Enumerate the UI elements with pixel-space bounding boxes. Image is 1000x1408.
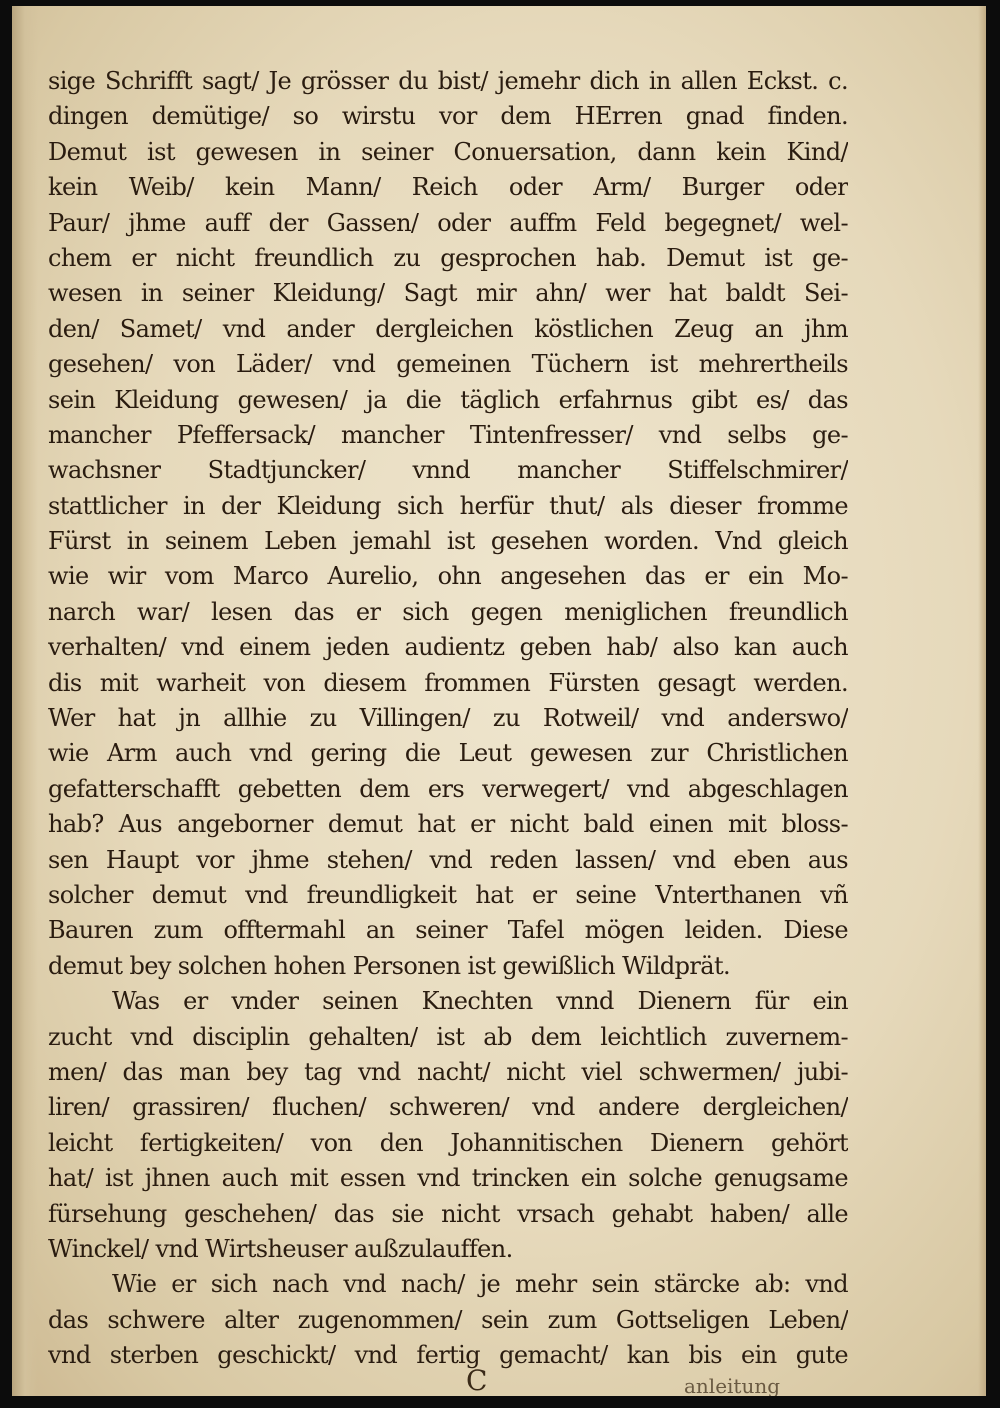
body-text <box>48 64 848 1373</box>
text-line: kein Weib/ kein Mann/ Reich oder Arm/ Burger oder <box>48 173 848 202</box>
text-line: Was er vnder seinen Knechten vnnd Dienern für ein <box>112 987 848 1016</box>
text-line: verhalten/ vnd einem jeden audientz geben hab/ also kan auch <box>48 633 848 662</box>
book-page <box>12 6 986 1396</box>
text-line: leicht fertigkeiten/ von den Johannitischen Dienern gehört <box>48 1128 848 1157</box>
text-line: sein Kleidung gewesen/ ja die täglich erfahrnus gibt es/ das <box>48 385 848 414</box>
text-line: Wer hat jn allhie zu Villingen/ zu Rotweil/ vnd anderswo/ <box>48 704 848 733</box>
text-line: Paur/ jhme auff der Gassen/ oder auffm Feld begegnet/ wel- <box>48 208 848 237</box>
catchword: anleitung <box>684 1374 781 1396</box>
text-line: mancher Pfeffersack/ mancher Tintenfresser/ vnd selbs ge- <box>48 420 848 449</box>
text-line: das schwere alter zugenommen/ sein zum Gottseligen Leben/ <box>48 1305 848 1334</box>
text-line: Wie er sich nach vnd nach/ je mehr sein stärcke ab: vnd <box>112 1270 848 1299</box>
text-line: vnd sterben geschickt/ vnd fertig gemacht/ kan bis ein gute <box>48 1341 848 1370</box>
text-line: dingen demütige/ so wirstu vor dem HErren gnad finden. <box>48 102 848 131</box>
text-line: zucht vnd disciplin gehalten/ ist ab dem leichtlich zuvernem- <box>48 1022 848 1051</box>
page-edge <box>978 6 986 1396</box>
text-line: dis mit warheit von diesem frommen Fürsten gesagt werden. <box>48 668 848 697</box>
text-line: liren/ grassiren/ fluchen/ schweren/ vnd andere dergleichen/ <box>48 1093 848 1122</box>
text-line: Bauren zum offtermahl an seiner Tafel mögen leiden. Diese <box>48 916 848 945</box>
text-line: fürsehung geschehen/ das sie nicht vrsach gehabt haben/ alle <box>48 1199 848 1228</box>
text-line: hab? Aus angeborner demut hat er nicht bald einen mit bloss- <box>48 810 848 839</box>
text-line: wie wir vom Marco Aurelio, ohn angesehen das er ein Mo- <box>48 562 848 591</box>
page-gutter <box>12 6 38 1396</box>
text-line: gesehen/ von Läder/ vnd gemeinen Tüchern ist mehrertheils <box>48 350 848 379</box>
text-line: sige Schrifft sagt/ Je grösser du bist/ jemehr dich in allen Eckst. c. <box>48 67 848 95</box>
text-line: Demut ist gewesen in seiner Conuersation, dann kein Kind/ <box>48 137 848 166</box>
text-line: solcher demut vnd freundligkeit hat er seine Vnterthanen vñ <box>48 880 848 909</box>
signature-mark: C <box>466 1364 488 1396</box>
text-line: wachsner Stadtjuncker/ vnnd mancher Stiffelschmirer/ <box>48 456 848 485</box>
text-line: chem er nicht freundlich zu gesprochen hab. Demut ist ge- <box>48 243 848 272</box>
text-line: narch war/ lesen das er sich gegen meniglichen freundlich <box>48 597 848 626</box>
text-line: den/ Samet/ vnd ander dergleichen köstlichen Zeug an jhm <box>48 314 848 343</box>
text-line: hat/ ist jhnen auch mit essen vnd trincken ein solche genugsame <box>48 1164 848 1193</box>
text-line: wie Arm auch vnd gering die Leut gewesen zur Christlichen <box>48 739 848 768</box>
text-line: sen Haupt vor jhme stehen/ vnd reden lassen/ vnd eben aus <box>48 845 848 874</box>
text-line: stattlicher in der Kleidung sich herfür thut/ als dieser fromme <box>48 491 848 520</box>
text-line: wesen in seiner Kleidung/ Sagt mir ahn/ wer hat baldt Sei- <box>48 279 848 308</box>
text-line: men/ das man bey tag vnd nacht/ nicht viel schwermen/ jubi- <box>48 1057 848 1086</box>
text-line: Winckel/ vnd Wirtsheuser außzulauffen. <box>48 1234 513 1263</box>
text-line: gefatterschafft gebetten dem ers verwegert/ vnd abgeschlagen <box>48 774 848 803</box>
text-line: Fürst in seinem Leben jemahl ist gesehen worden. Vnd gleich <box>48 527 848 556</box>
text-line: demut bey solchen hohen Personen ist gewißlich Wildprät. <box>48 951 731 980</box>
